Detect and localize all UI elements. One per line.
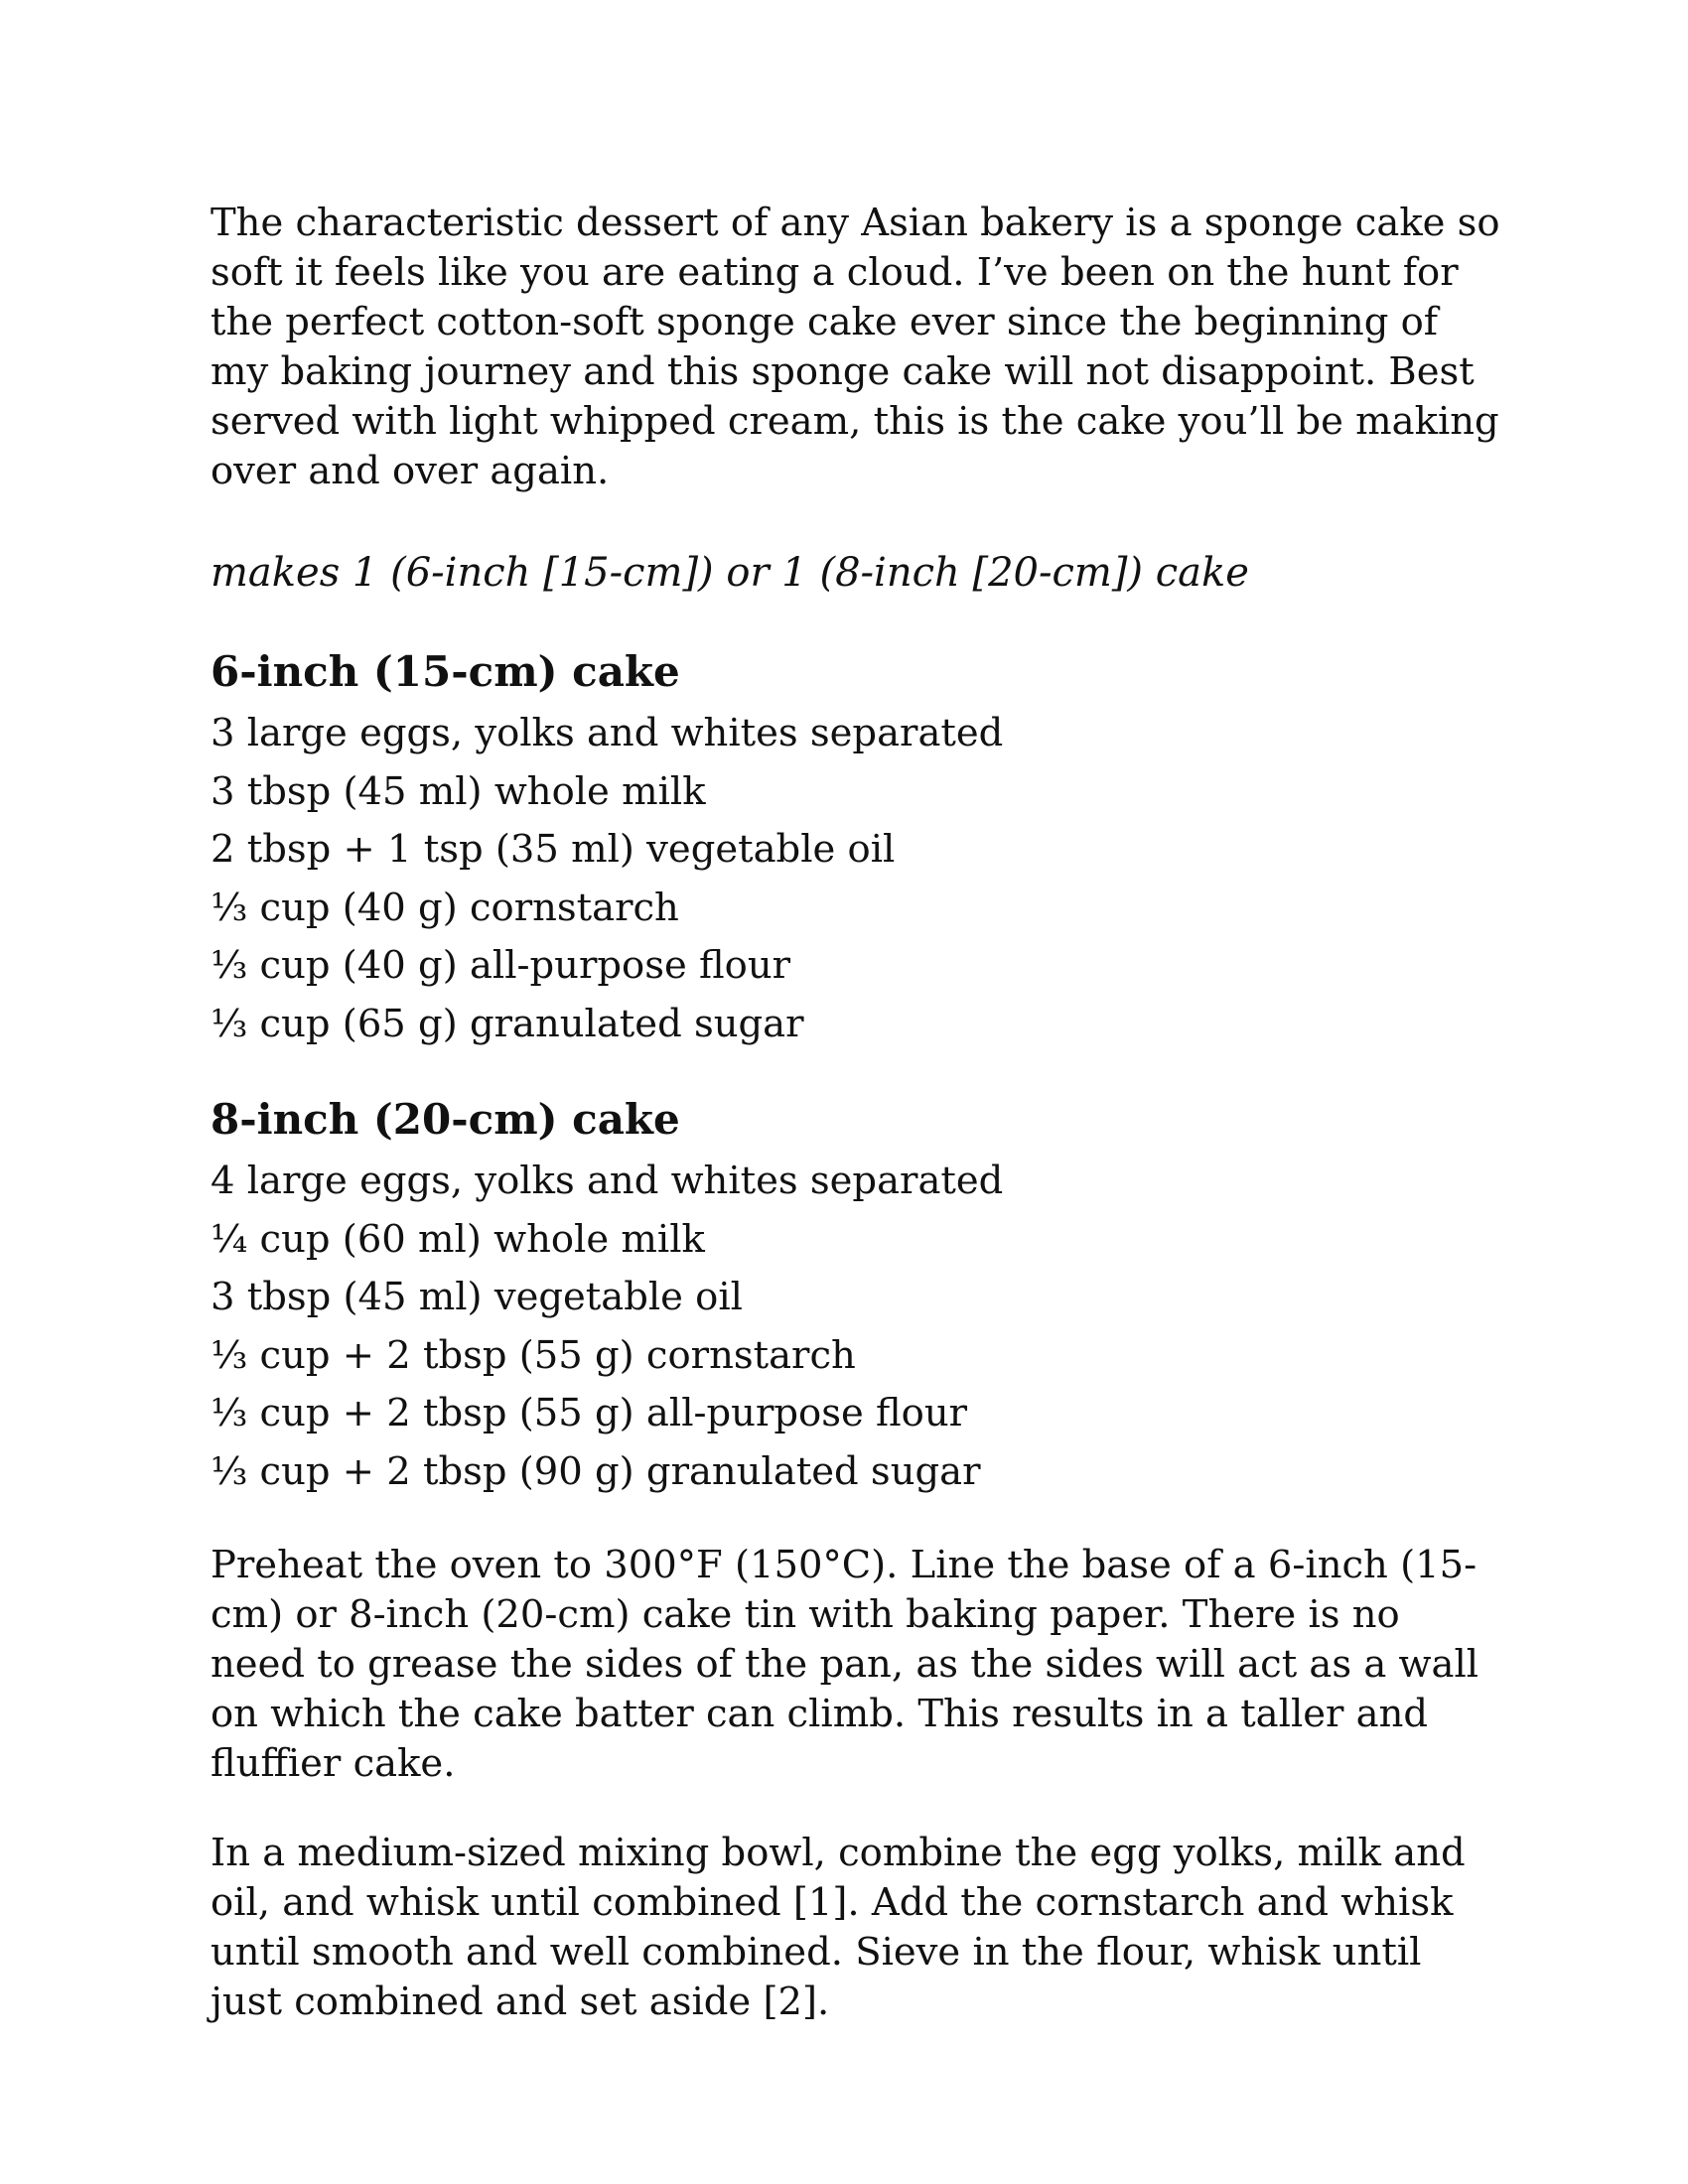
ingredient-item: 3 tbsp (45 ml) vegetable oil (211, 1275, 743, 1319)
ingredient-list-8-inch (211, 1153, 1501, 1501)
ingredient-item: 2 tbsp + 1 tsp (35 ml) vegetable oil (211, 827, 896, 872)
ingredient-item: 3 tbsp (45 ml) whole milk (211, 768, 706, 814)
ingredient-item: ⅓ cup + 2 tbsp (55 g) all-purpose flour (211, 1391, 968, 1435)
ingredient-item: 4 large eggs, yolks and whites separated (211, 1159, 1004, 1203)
ingredient-item: ⅓ cup (40 g) cornstarch (211, 885, 679, 930)
ingredient-item: ⅓ cup (40 g) all-purpose flour (211, 943, 791, 988)
ingredient-item: ¼ cup (60 ml) whole milk (211, 1216, 705, 1262)
section-heading-8-inch: 8-inch (20-cm) cake (211, 1095, 680, 1144)
ingredient-item: ⅓ cup (65 g) granulated sugar (211, 1001, 804, 1046)
section-heading-6-inch: 6-inch (15-cm) cake (211, 647, 680, 696)
instruction-step-1: Preheat the oven to 300°F (150°C). Line the base of a 6-inch (15-cm) or 8-inch (20-cm) cake tin with baking paper. There is no need to grease the sides of the pan, as the sides will act as a wall on which the cake batter can climb. This results in a taller and fluffier cake. (211, 1543, 1479, 1786)
ingredient-item: 3 large eggs, yolks and whites separated (211, 711, 1004, 755)
ingredient-item: ⅓ cup + 2 tbsp (55 g) cornstarch (211, 1332, 856, 1378)
intro-paragraph: The characteristic dessert of any Asian bakery is a sponge cake so soft it feels like you are eating a cloud. I’ve been on the hunt for the perfect cotton-soft sponge cake ever since the beginning of my baking journey and this sponge cake will not disappoint. Best served with light whipped cream, this is the cake you’ll be making over and over again. (211, 201, 1500, 493)
instruction-step-2: In a medium-sized mixing bowl, combine the egg yolks, milk and oil, and whisk until combined [1]. Add the cornstarch and whisk until smooth and well combined. Sieve in the flour, whisk until just combined and set aside [2]. (211, 1831, 1466, 2024)
ingredient-list-6-inch (211, 705, 1501, 1053)
recipe-page (211, 199, 1501, 2067)
ingredient-item: ⅓ cup + 2 tbsp (90 g) granulated sugar (211, 1448, 981, 1494)
yield-line: makes 1 (6-inch [15-cm]) or 1 (8-inch [20-cm]) cake (211, 550, 1249, 596)
